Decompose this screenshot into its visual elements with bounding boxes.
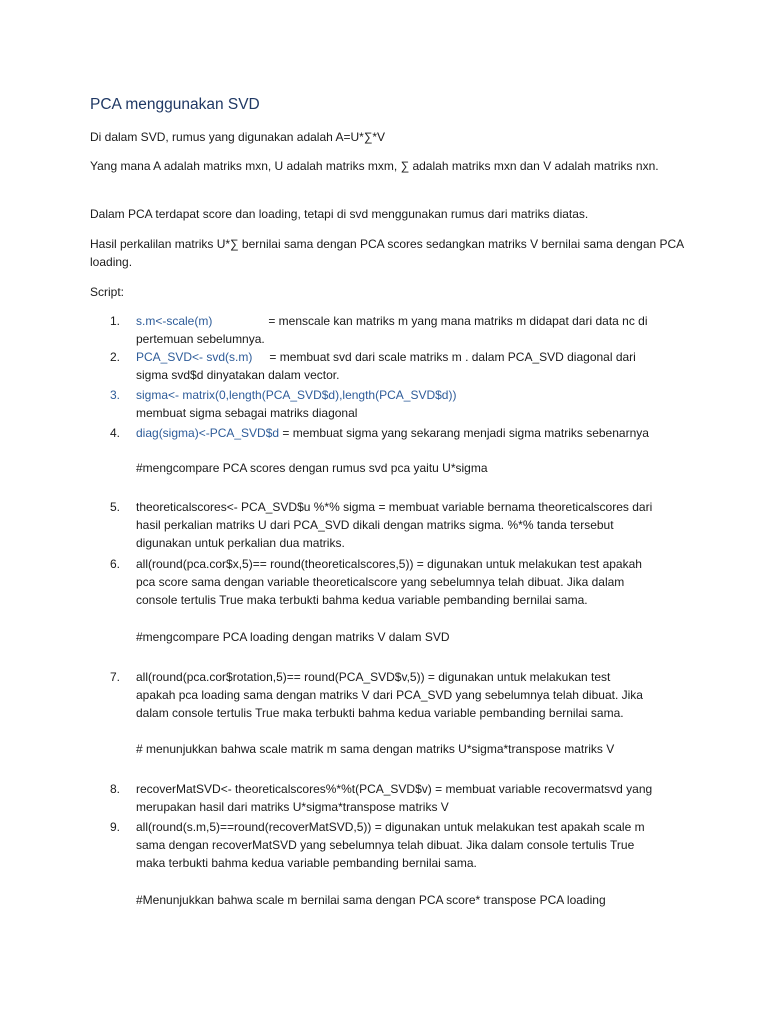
list-number: 5. [110, 500, 121, 514]
comment-line: #Menunjukkan bahwa scale m bernilai sama dengan PCA score* transpose PCA loading [136, 893, 606, 907]
list-line: pertemuan sebelumnya. [136, 332, 265, 346]
list-item [136, 348, 696, 384]
list-line: all(round(s.m,5)==round(recoverMatSVD,5)) = digunakan untuk melakukan test apakah scale m [136, 820, 645, 834]
code-snippet: s.m<-scale(m) [136, 314, 213, 328]
paragraph-matrix-dims: Yang mana A adalah matriks mxn, U adalah matriks mxm, ∑ adalah matriks mxn dan V adalah matriks nxn. [90, 159, 659, 173]
paragraph-svd-formula: Di dalam SVD, rumus yang digunakan adalah A=U*∑*V [90, 130, 386, 144]
list-item [136, 498, 696, 552]
list-line: maka terbukti bahma kedua variable pembanding bernilai sama. [136, 856, 477, 870]
comment-line: #mengcompare PCA loading dengan matriks V dalam SVD [136, 630, 450, 644]
list-number: 9. [110, 820, 121, 834]
list-number: 6. [110, 557, 121, 571]
list-number: 2. [110, 350, 121, 364]
code-snippet: sigma<- matrix(0,length(PCA_SVD$d),length(PCA_SVD$d)) [136, 388, 457, 402]
list-text: = membuat svd dari scale matriks m . dalam PCA_SVD diagonal dari [269, 350, 636, 364]
list-line: merupakan hasil dari matriks U*sigma*transpose matriks V [136, 800, 449, 814]
list-number: 8. [110, 782, 121, 796]
list-line: console tertulis True maka terbukti bahma kedua variable pembanding bernilai sama. [136, 593, 588, 607]
code-snippet: PCA_SVD<- svd(s.m) [136, 350, 253, 364]
list-line: hasil perkalian matriks U dari PCA_SVD dikali dengan matriks sigma. %*% tanda tersebut [136, 518, 614, 532]
list-line [136, 312, 696, 330]
list-item [136, 668, 696, 722]
comment-line: # menunjukkan bahwa scale matrik m sama dengan matriks U*sigma*transpose matriks V [136, 742, 615, 756]
paragraph-script-label: Script: [90, 285, 125, 299]
list-line: dalam console tertulis True maka terbukti bahma kedua variable pembanding bernilai sama. [136, 706, 624, 720]
doc-title: PCA menggunakan SVD [90, 96, 260, 113]
list-number: 7. [110, 670, 121, 684]
list-line: apakah pca loading sama dengan matriks V dari PCA_SVD yang sebelumnya telah dibuat. Jika [136, 688, 643, 702]
paragraph-pca-score-loading: Dalam PCA terdapat score dan loading, tetapi di svd menggunakan rumus dari matriks diatas. [90, 207, 589, 221]
list-item [136, 386, 696, 422]
list-line: all(round(pca.cor$x,5)== round(theoreticalscores,5)) = digunakan untuk melakukan test apakah [136, 557, 642, 571]
comment-line: #mengcompare PCA scores dengan rumus svd pca yaitu U*sigma [136, 461, 488, 475]
list-line: recoverMatSVD<- theoreticalscores%*%t(PCA_SVD$v) = membuat variable recovermatsvd yang [136, 782, 653, 796]
code-snippet: diag(sigma)<-PCA_SVD$d [136, 426, 280, 440]
list-number: 1. [110, 314, 121, 328]
list-item [136, 555, 696, 609]
list-line [136, 424, 696, 442]
paragraph-pca-result: Hasil perkalilan matriks U*∑ bernilai sama dengan PCA scores sedangkan matriks V bernilai sama dengan PCA loading. [90, 237, 684, 269]
list-line: pca score sama dengan variable theoreticalscore yang sebelumnya telah dibuat. Jika dalam [136, 575, 625, 589]
list-line [136, 348, 696, 366]
list-item [136, 818, 696, 872]
list-line: theoreticalscores<- PCA_SVD$u %*% sigma = membuat variable bernama theoreticalscores dari [136, 500, 653, 514]
list-line: all(round(pca.cor$rotation,5)== round(PCA_SVD$v,5)) = digunakan untuk melakukan test [136, 670, 611, 684]
list-number: 3. [110, 388, 121, 402]
list-text: = membuat sigma yang sekarang menjadi sigma matriks sebenarnya [282, 426, 649, 440]
list-item [136, 312, 696, 348]
list-item [136, 780, 696, 816]
list-line: digunakan untuk perkalian dua matriks. [136, 536, 345, 550]
list-line: sama dengan recoverMatSVD yang sebelumnya telah dibuat. Jika dalam console tertulis True [136, 838, 635, 852]
list-line: membuat sigma sebagai matriks diagonal [136, 406, 358, 420]
list-number: 4. [110, 426, 121, 440]
list-line: sigma svd$d dinyatakan dalam vector. [136, 368, 340, 382]
list-item [136, 424, 696, 442]
list-text: = menscale kan matriks m yang mana matriks m didapat dari data nc di [268, 314, 648, 328]
